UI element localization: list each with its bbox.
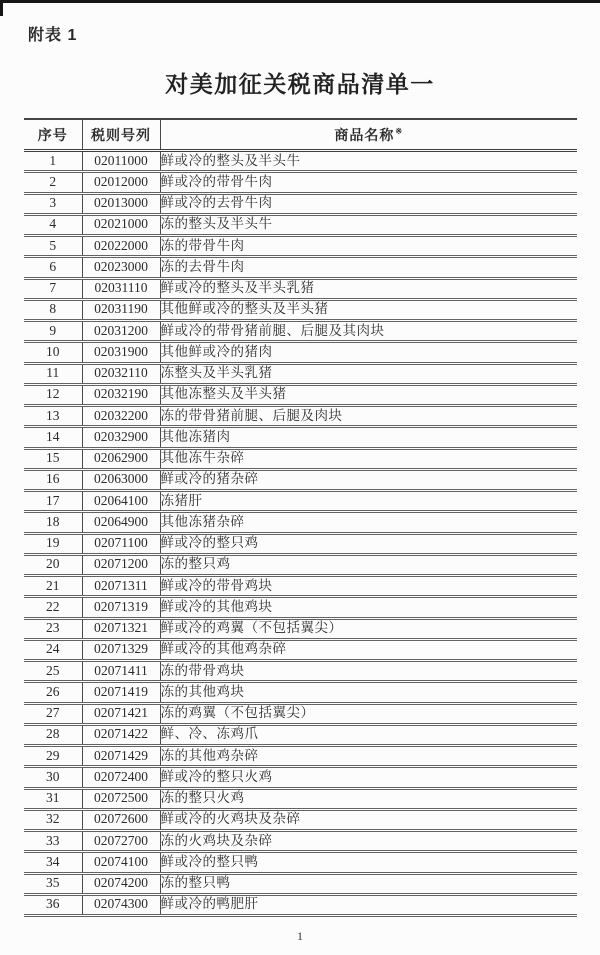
scan-edge-left: [0, 0, 3, 16]
serial-number-cell: 13: [24, 406, 82, 427]
tariff-code-cell: 02031200: [82, 321, 160, 342]
serial-number-cell: 2: [24, 172, 82, 193]
product-name-cell: 冻的整头及半头牛: [160, 214, 577, 235]
serial-number-cell: 28: [24, 724, 82, 745]
page-number: 1: [297, 929, 303, 943]
product-name-cell: 冻的带骨猪前腿、后腿及肉块: [160, 406, 577, 427]
product-name-cell: 鲜或冷的带骨鸡块: [160, 576, 577, 597]
table-row: [24, 682, 577, 703]
tariff-code-cell: 02071319: [82, 597, 160, 618]
tariff-code-cell: 02032200: [82, 406, 160, 427]
table-row: [24, 724, 577, 745]
product-name-cell: 其他鲜或冷的猪肉: [160, 342, 577, 363]
product-name-cell: 鲜或冷的猪杂碎: [160, 469, 577, 490]
tariff-code-cell: 02071200: [82, 554, 160, 575]
tariff-code-cell: 02071429: [82, 746, 160, 767]
table-row: [24, 342, 577, 363]
serial-number-cell: 25: [24, 661, 82, 682]
table-row: [24, 214, 577, 235]
product-name-cell: 冻的整只鸭: [160, 873, 577, 894]
product-name-cell: 其他冻猪杂碎: [160, 512, 577, 533]
column-header-product-name: [160, 119, 577, 151]
tariff-code-cell: 02071311: [82, 576, 160, 597]
tariff-table-container: [24, 118, 577, 917]
page-title: 对美加征关税商品清单一: [165, 71, 435, 97]
table-row: [24, 384, 577, 405]
table-body: [24, 151, 577, 916]
table-header-row: [24, 119, 577, 151]
product-name-cell: 冻的其他鸡杂碎: [160, 746, 577, 767]
column-header-product-name-text: 商品名称: [334, 128, 395, 144]
table-row: [24, 576, 577, 597]
table-row: [24, 406, 577, 427]
tariff-code-cell: 02064900: [82, 512, 160, 533]
tariff-code-cell: 02071422: [82, 724, 160, 745]
product-name-cell: 鲜、冷、冻鸡爪: [160, 724, 577, 745]
serial-number-cell: 21: [24, 576, 82, 597]
scan-edge-top: [0, 0, 600, 3]
product-name-cell: 冻的火鸡块及杂碎: [160, 831, 577, 852]
tariff-code-cell: 02011000: [82, 151, 160, 172]
serial-number-cell: 30: [24, 767, 82, 788]
serial-number-cell: 8: [24, 299, 82, 320]
serial-number-cell: 32: [24, 809, 82, 830]
table-row: [24, 512, 577, 533]
tariff-code-cell: 02064100: [82, 491, 160, 512]
table-row: [24, 363, 577, 384]
serial-number-cell: 4: [24, 214, 82, 235]
product-name-cell: 鲜或冷的带骨牛肉: [160, 172, 577, 193]
table-row: [24, 172, 577, 193]
serial-number-cell: 36: [24, 894, 82, 915]
tariff-code-cell: 02013000: [82, 193, 160, 214]
product-name-cell: 鲜或冷的火鸡块及杂碎: [160, 809, 577, 830]
serial-number-cell: 9: [24, 321, 82, 342]
tariff-code-cell: 02032110: [82, 363, 160, 384]
serial-number-cell: 27: [24, 703, 82, 724]
serial-number-cell: 31: [24, 788, 82, 809]
product-name-cell: 冻的鸡翼（不包括翼尖）: [160, 703, 577, 724]
table-row: [24, 639, 577, 660]
serial-number-cell: 19: [24, 533, 82, 554]
tariff-code-cell: 02032900: [82, 427, 160, 448]
table-row: [24, 427, 577, 448]
table-row: [24, 257, 577, 278]
serial-number-cell: 23: [24, 618, 82, 639]
serial-number-cell: 1: [24, 151, 82, 172]
tariff-code-cell: 02012000: [82, 172, 160, 193]
column-header-serial-number: 序号: [24, 119, 82, 151]
product-name-cell: 冻整头及半头乳猪: [160, 363, 577, 384]
tariff-code-cell: 02023000: [82, 257, 160, 278]
product-name-cell: 鲜或冷的整只鸭: [160, 852, 577, 873]
serial-number-cell: 7: [24, 278, 82, 299]
tariff-code-cell: 02071411: [82, 661, 160, 682]
product-name-cell: 冻的去骨牛肉: [160, 257, 577, 278]
product-name-cell: 其他冻猪肉: [160, 427, 577, 448]
tariff-code-cell: 02074300: [82, 894, 160, 915]
table-row: [24, 533, 577, 554]
product-name-cell: 冻的其他鸡块: [160, 682, 577, 703]
tariff-code-cell: 02071419: [82, 682, 160, 703]
tariff-code-cell: 02071329: [82, 639, 160, 660]
product-name-cell: 鲜或冷的鸭肥肝: [160, 894, 577, 915]
serial-number-cell: 14: [24, 427, 82, 448]
tariff-code-cell: 02071100: [82, 533, 160, 554]
table-row: [24, 151, 577, 172]
serial-number-cell: 5: [24, 236, 82, 257]
serial-number-cell: 18: [24, 512, 82, 533]
table-row: [24, 809, 577, 830]
tariff-code-cell: 02072700: [82, 831, 160, 852]
tariff-code-cell: 02072500: [82, 788, 160, 809]
table-row: [24, 448, 577, 469]
serial-number-cell: 20: [24, 554, 82, 575]
serial-number-cell: 17: [24, 491, 82, 512]
tariff-code-cell: 02032190: [82, 384, 160, 405]
table-row: [24, 554, 577, 575]
table-row: [24, 873, 577, 894]
tariff-code-cell: 02031190: [82, 299, 160, 320]
serial-number-cell: 15: [24, 448, 82, 469]
tariff-code-cell: 02071321: [82, 618, 160, 639]
table-row: [24, 278, 577, 299]
product-name-cell: 鲜或冷的鸡翼（不包括翼尖）: [160, 618, 577, 639]
product-name-cell: 冻的整只火鸡: [160, 788, 577, 809]
serial-number-cell: 34: [24, 852, 82, 873]
table-row: [24, 852, 577, 873]
appendix-label: 附表 1: [28, 27, 78, 44]
table-row: [24, 321, 577, 342]
serial-number-cell: 35: [24, 873, 82, 894]
serial-number-cell: 11: [24, 363, 82, 384]
table-row: [24, 299, 577, 320]
product-name-cell: 鲜或冷的其他鸡杂碎: [160, 639, 577, 660]
product-name-cell: 鲜或冷的整只鸡: [160, 533, 577, 554]
product-name-cell: 其他鲜或冷的整头及半头猪: [160, 299, 577, 320]
tariff-code-cell: 02062900: [82, 448, 160, 469]
serial-number-cell: 26: [24, 682, 82, 703]
product-name-cell: 鲜或冷的带骨猪前腿、后腿及其肉块: [160, 321, 577, 342]
tariff-code-cell: 02021000: [82, 214, 160, 235]
product-name-cell: 鲜或冷的整头及半头牛: [160, 151, 577, 172]
serial-number-cell: 29: [24, 746, 82, 767]
tariff-code-cell: 02031110: [82, 278, 160, 299]
tariff-code-cell: 02074200: [82, 873, 160, 894]
table-row: [24, 767, 577, 788]
serial-number-cell: 10: [24, 342, 82, 363]
table-row: [24, 469, 577, 490]
tariff-code-cell: 02031900: [82, 342, 160, 363]
tariff-code-cell: 02071421: [82, 703, 160, 724]
table-row: [24, 703, 577, 724]
serial-number-cell: 12: [24, 384, 82, 405]
product-name-cell: 冻的带骨鸡块: [160, 661, 577, 682]
product-name-cell: 鲜或冷的整头及半头乳猪: [160, 278, 577, 299]
tariff-code-cell: 02072400: [82, 767, 160, 788]
table-row: [24, 746, 577, 767]
table-row: [24, 236, 577, 257]
table-row: [24, 661, 577, 682]
table-row: [24, 597, 577, 618]
tariff-code-cell: 02072600: [82, 809, 160, 830]
serial-number-cell: 22: [24, 597, 82, 618]
product-name-cell: 冻的整只鸡: [160, 554, 577, 575]
product-name-cell: 鲜或冷的其他鸡块: [160, 597, 577, 618]
tariff-code-cell: 02074100: [82, 852, 160, 873]
table-row: [24, 491, 577, 512]
serial-number-cell: 24: [24, 639, 82, 660]
table-row: [24, 831, 577, 852]
column-header-tariff-code: 税则号列: [82, 119, 160, 151]
serial-number-cell: 3: [24, 193, 82, 214]
product-name-cell: 其他冻牛杂碎: [160, 448, 577, 469]
tariff-code-cell: 02063000: [82, 469, 160, 490]
tariff-table: [24, 118, 577, 917]
table-row: [24, 618, 577, 639]
serial-number-cell: 6: [24, 257, 82, 278]
tariff-code-cell: 02022000: [82, 236, 160, 257]
product-name-cell: 其他冻整头及半头猪: [160, 384, 577, 405]
table-row: [24, 788, 577, 809]
product-name-cell: 冻猪肝: [160, 491, 577, 512]
table-row: [24, 193, 577, 214]
product-name-cell: 冻的带骨牛肉: [160, 236, 577, 257]
table-row: [24, 894, 577, 915]
serial-number-cell: 16: [24, 469, 82, 490]
footnote-marker: ※: [395, 126, 404, 136]
serial-number-cell: 33: [24, 831, 82, 852]
product-name-cell: 鲜或冷的去骨牛肉: [160, 193, 577, 214]
product-name-cell: 鲜或冷的整只火鸡: [160, 767, 577, 788]
